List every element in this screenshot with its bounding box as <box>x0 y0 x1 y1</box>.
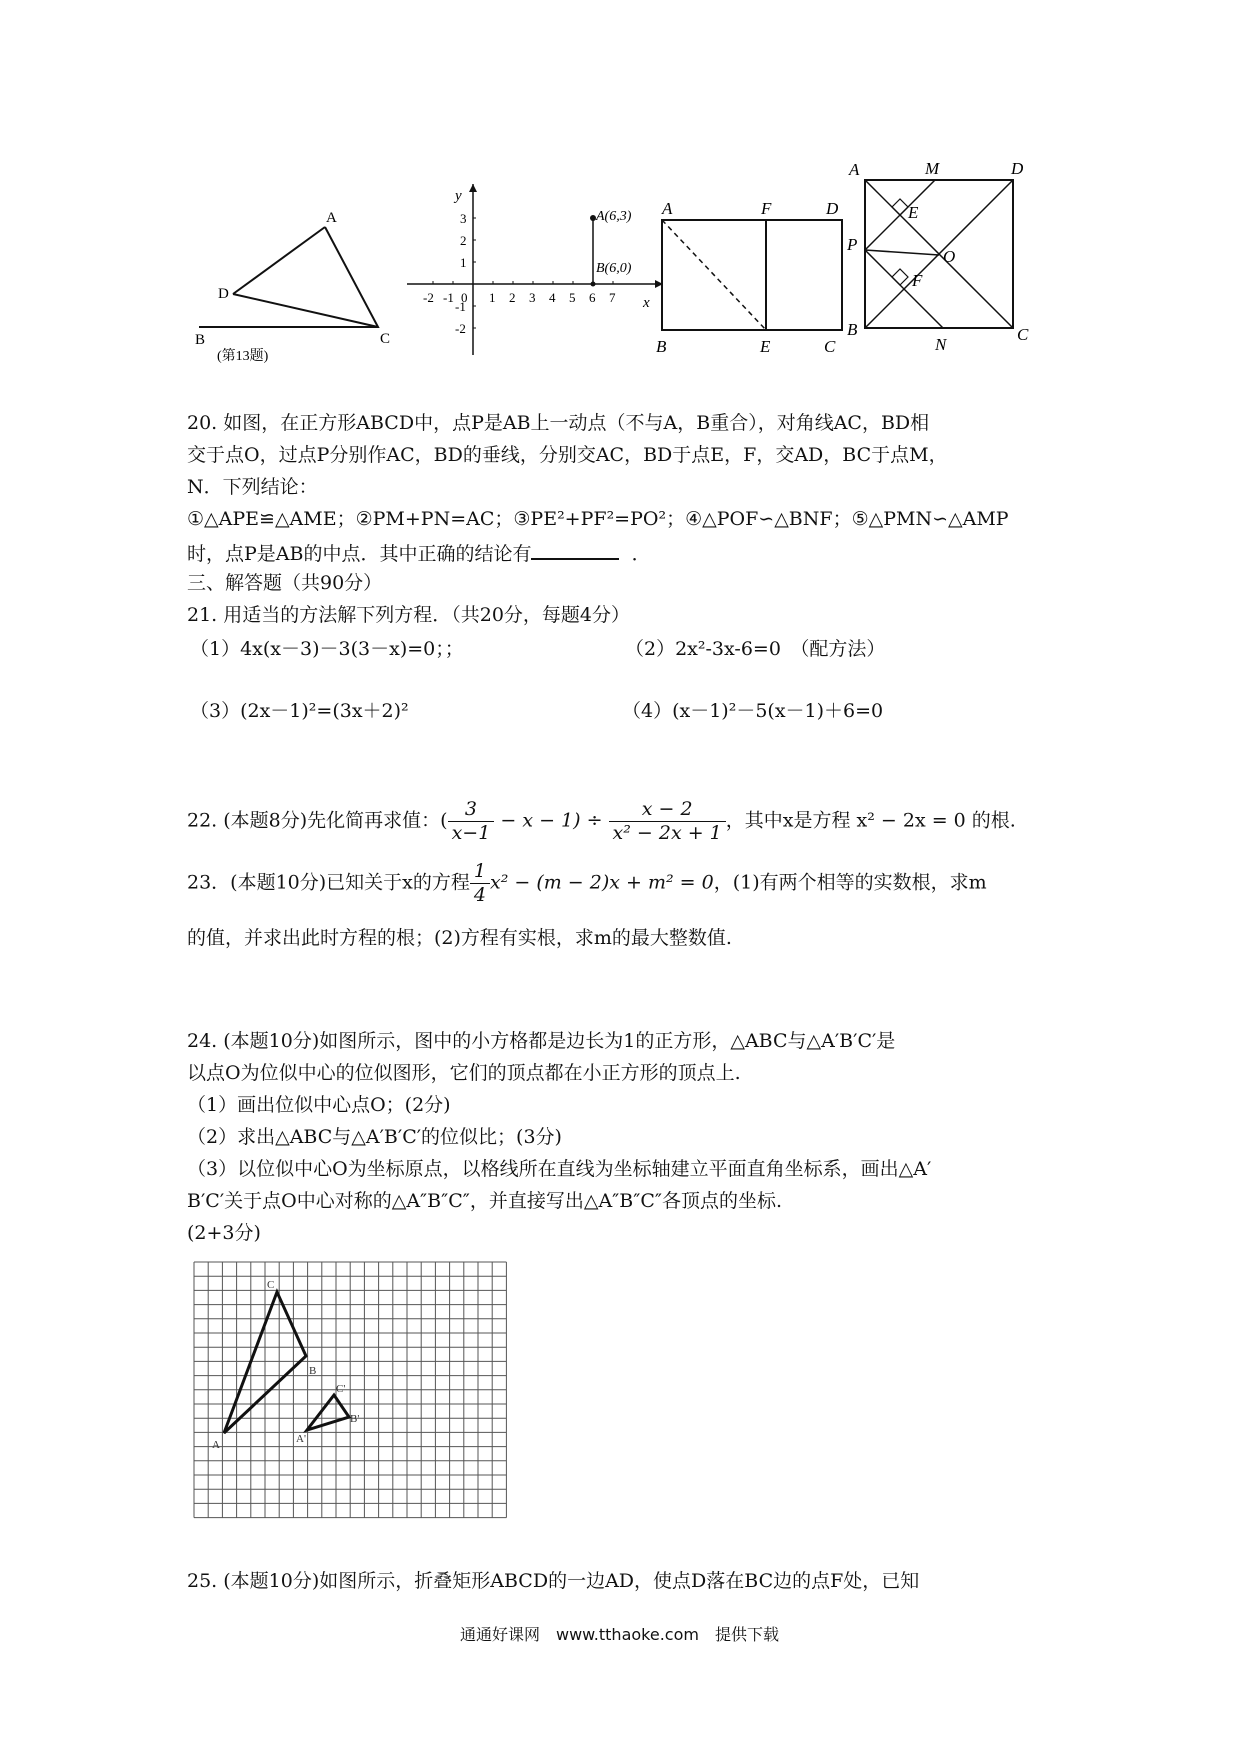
q20-line-2: 交于点O，过点P分别作AC，BD的垂线，分别交AC，BD于点E，F，交AD，BC于点M， <box>187 444 948 466</box>
q24-line-1: 24. (本题10分)如图所示，图中的小方格都是边长为1的正方形，△ABC与△A′B′C′是 <box>187 1030 896 1052</box>
rect-label-c: C <box>824 337 836 356</box>
q23-fraction <box>470 860 490 907</box>
y-axis-label: y <box>455 188 462 204</box>
q22-fraction-2 <box>609 798 726 845</box>
rect-label-d: D <box>826 199 839 218</box>
x-tick: -2 <box>423 290 434 305</box>
q22-f1-denominator: x−1 <box>451 821 491 844</box>
x-tick: -1 <box>443 290 454 305</box>
sq-label-e: E <box>908 203 919 222</box>
y-tick: 2 <box>460 233 467 248</box>
q21-part-3: （3）(2x－1)²=(3x＋2)² <box>190 700 409 722</box>
fig13-label-a: A <box>326 210 337 226</box>
grid-label-a: A <box>212 1439 220 1451</box>
fig13-label-d: D <box>218 286 229 302</box>
q23-numerator: 1 <box>470 860 490 884</box>
rect-label-e: E <box>760 337 771 356</box>
x-tick: 3 <box>529 290 536 305</box>
y-tick: 1 <box>460 255 467 270</box>
x-tick: 7 <box>609 290 616 305</box>
q21-part-4: （4）(x－1)²－5(x－1)＋6=0 <box>622 700 884 722</box>
q24-line-7: (2+3分) <box>187 1222 261 1244</box>
grid-label-c: C <box>267 1279 275 1291</box>
q22-line <box>187 798 1016 845</box>
q23-suffix: ，(1)有两个相等的实数根，求m <box>713 871 987 894</box>
q20-line-1: 20. 如图，在正方形ABCD中，点P是AB上一动点（不与A，B重合），对角线AC，BD相 <box>187 412 930 434</box>
x-axis-label: x <box>643 295 650 311</box>
q22-prefix: 22. (本题8分)先化简再求值：( <box>187 809 448 832</box>
coordinate-figure <box>405 180 665 360</box>
grid-label-a-prime: A' <box>296 1433 306 1445</box>
x-tick: 1 <box>489 290 496 305</box>
sq-label-n: N <box>935 335 947 354</box>
q25-line-1: 25. (本题10分)如图所示，折叠矩形ABCD的一边AD，使点D落在BC边的点F处，已知 <box>187 1570 920 1592</box>
q22-f2-denominator: x² − 2x + 1 <box>612 821 722 844</box>
q20-line-4: ①△APE≌△AME；②PM+PN=AC；③PE²+PF²=PO²；④△POF∽△BNF；⑤△PMN∽△AMP <box>187 508 1009 530</box>
q23-denominator: 4 <box>473 883 486 906</box>
grid-label-b-prime: B' <box>350 1413 360 1425</box>
dashed-ae <box>662 220 766 330</box>
sq-label-b: B <box>847 320 858 339</box>
rect-abcd <box>662 220 842 330</box>
rect-label-b: B <box>656 337 667 356</box>
q20-line-3: N．下列结论： <box>187 476 318 498</box>
sq-label-f: F <box>912 271 923 290</box>
q24-line-2: 以点O为位似中心的位似图形，它们的顶点都在小正方形的顶点上. <box>187 1062 741 1084</box>
sq-label-p: P <box>847 235 858 254</box>
right-angle-f <box>892 269 908 285</box>
q22-middle: − x − 1) ÷ <box>494 809 609 832</box>
fig13-label-c: C <box>380 331 391 347</box>
segment-po <box>865 250 939 255</box>
q20-line-5 <box>187 540 651 566</box>
q23-prefix: 23．(本题10分)已知关于x的方程 <box>187 871 470 894</box>
q20-line-5-end: ． <box>631 543 651 565</box>
q20-answer-blank[interactable] <box>531 540 619 560</box>
fig13-caption: (第13题) <box>217 349 269 364</box>
rectangle-figure <box>648 192 848 360</box>
x-tick: 5 <box>569 290 576 305</box>
figure-13-triangle <box>195 205 395 365</box>
point-a-label: A(6,3) <box>596 209 632 224</box>
side-ad <box>233 227 325 294</box>
sq-label-a: A <box>849 160 860 179</box>
sq-label-d: D <box>1011 159 1024 178</box>
sq-label-m: M <box>925 159 940 178</box>
q21-part-2: （2）2x²-3x-6=0 （配方法） <box>625 638 886 660</box>
triangle-a-b-c-prime <box>307 1395 349 1430</box>
q23-equation: x² − (m − 2)x + m² = 0 <box>490 871 714 894</box>
y-tick: -1 <box>455 299 466 314</box>
q24-line-4: （2）求出△ABC与△A′B′C′的位似比；(3分) <box>187 1126 562 1148</box>
q22-suffix: ，其中x是方程 x² − 2x = 0 的根. <box>725 809 1016 832</box>
y-tick: 3 <box>460 211 467 226</box>
sq-label-c: C <box>1017 325 1029 344</box>
point-b <box>591 282 596 287</box>
footer-download-credit: 通通好课网 www.tthaoke.com 提供下载 <box>460 1625 779 1644</box>
x-tick: 2 <box>509 290 516 305</box>
q23-line-1 <box>187 860 987 907</box>
right-angle-e <box>892 199 908 215</box>
y-tick: -2 <box>455 321 466 336</box>
q22-f2-numerator: x − 2 <box>609 798 726 822</box>
q24-line-6: B′C′关于点O中心对称的△A″B″C″，并直接写出△A″B″C″各顶点的坐标. <box>187 1190 782 1212</box>
rect-label-f: F <box>761 199 772 218</box>
q23-line-2: 的值，并求出此时方程的根；(2)方程有实根，求m的最大整数值. <box>187 927 732 949</box>
grid-label-b: B <box>309 1365 317 1377</box>
q21-title: 21. 用适当的方法解下列方程．（共20分，每题4分） <box>187 604 631 626</box>
fig13-label-b: B <box>195 332 206 348</box>
q22-f1-numerator: 3 <box>448 798 495 822</box>
sq-label-o: O <box>943 247 956 266</box>
x-tick: 0 <box>461 290 468 305</box>
q24-line-3: （1）画出位似中心点O；(2分) <box>187 1094 451 1116</box>
section-3-heading: 三、解答题（共90分） <box>187 572 383 594</box>
q20-line-5-text: 时，点P是AB的中点．其中正确的结论有 <box>187 543 532 565</box>
grid-label-c-prime: C' <box>336 1383 346 1395</box>
q24-line-5: （3）以位似中心O为坐标原点，以格线所在直线为坐标轴建立平面直角坐标系，画出△A′ <box>187 1158 932 1180</box>
q22-fraction-1 <box>448 798 495 845</box>
square-figure <box>835 158 1040 358</box>
segment-dc <box>233 294 378 327</box>
grid-figure <box>192 1258 522 1538</box>
point-b-label: B(6,0) <box>596 261 632 276</box>
x-tick: 6 <box>589 290 596 305</box>
x-tick: 4 <box>549 290 556 305</box>
q21-part-1: （1）4x(x－3)－3(3－x)=0；； <box>190 638 464 660</box>
rect-label-a: A <box>662 199 673 218</box>
